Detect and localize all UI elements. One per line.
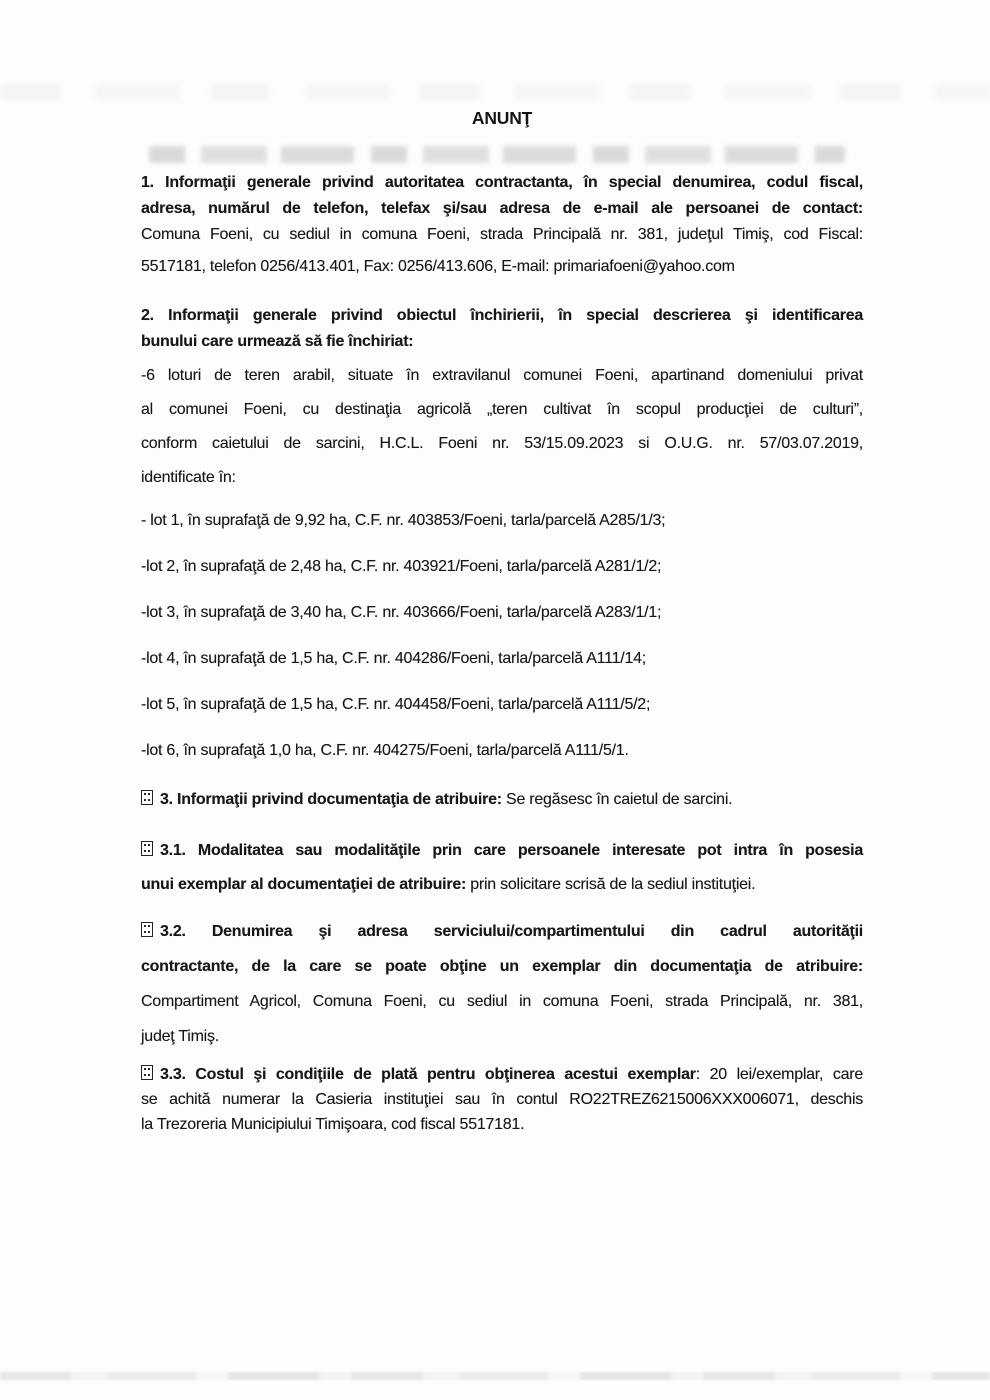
section-3-2 [141,914,863,1054]
section-3-3-text-line-1: : 20 lei/exemplar, care [695,1066,864,1083]
section-3 [141,787,863,813]
scan-edge-artifact [0,1372,990,1380]
lot-item-4 [141,646,863,672]
section-3-1 [141,834,863,902]
lot-item-1 [141,508,863,534]
scan-bleed-artifact [149,146,845,163]
section-2 [141,303,863,495]
missing-glyph-icon [141,841,153,856]
section-3-1-line-2 [141,868,863,902]
section-2-body-line-1: -6 loturi de teren arabil, situate în extravilanul comunei Foeni, apartinand domeniului privat [141,367,863,384]
lot-item-3 [141,600,863,626]
section-3-line [141,787,863,813]
section-3-2-heading-line-1: 3.2. Denumirea şi adresa serviciului/compartimentului din cadrul autorităţii [160,923,863,940]
lot-6-text: -lot 6, în suprafaţă 1,0 ha, C.F. nr. 404275/Foeni, tarla/parcelă A111/5/1. [141,742,629,759]
section-3-3-line-1 [141,1062,863,1087]
section-3-2-body-line-2: judeţ Timiş. [141,1028,219,1045]
section-3-2-body-line-1: Compartiment Agricol, Comuna Foeni, cu sediul in comuna Foeni, strada Principală, nr. 381, [141,993,863,1010]
lot-item-5 [141,692,863,718]
section-1-body-line-1: Comuna Foeni, cu sediul in comuna Foeni, strada Principală nr. 381, judeţul Timiş, cod Fiscal: [141,226,863,243]
lot-4-text: -lot 4, în suprafaţă de 1,5 ha, C.F. nr. 404286/Foeni, tarla/parcelă A111/14; [141,650,646,667]
section-3-1-text: prin solicitare scrisă de la sediul instituţiei. [466,876,756,893]
missing-glyph-icon [141,790,153,805]
missing-glyph-icon [141,922,153,937]
section-3-text: Se regăsesc în caietul de sarcini. [501,791,733,808]
section-3-2-line-1 [141,914,863,949]
section-1-body-line-2: 5517181, telefon 0256/413.401, Fax: 0256/413.606, E-mail: primariafoeni@yahoo.com [141,258,735,275]
section-2-body-line-2: al comunei Foeni, cu destinaţia agricolă „teren cultivat în scopul producţiei de culturi”, [141,401,863,418]
section-3-1-line-1 [141,834,863,868]
section-3-3-text-line-3: la Trezoreria Municipiului Timişoara, cod fiscal 5517181. [141,1116,525,1133]
section-3-1-heading-line-1: 3.1. Modalitatea sau modalităţile prin care persoanele interesate pot intra în posesia [160,842,863,859]
lot-item-2 [141,554,863,580]
section-3-2-heading-line-2: contractante, de la care se poate obţine un exemplar din documentaţia de atribuire: [141,958,863,975]
section-3-3 [141,1062,863,1137]
page-title: ANUNŢ [471,108,533,128]
section-1-heading-line-2: adresa, numărul de telefon, telefax şi/sau adresa de e-mail ale persoanei de contact: [141,200,863,217]
lot-item-6 [141,738,863,764]
lot-5-text: -lot 5, în suprafaţă de 1,5 ha, C.F. nr. 404458/Foeni, tarla/parcelă A111/5/2; [141,696,651,713]
section-2-body-line-4: identificate în: [141,469,236,486]
lot-2-text: -lot 2, în suprafaţă de 2,48 ha, C.F. nr. 403921/Foeni, tarla/parcelă A281/1/2; [141,558,662,575]
section-1 [141,170,863,280]
section-1-heading-line-1: 1. Informaţii generale privind autoritatea contractanta, în special denumirea, codul fiscal, [141,174,863,191]
scan-noise-artifact [0,84,990,100]
section-3-heading: 3. Informaţii privind documentaţia de atribuire: [160,791,502,808]
section-2-heading-line-2: bunului care urmează să fie închiriat: [141,333,414,350]
section-3-1-heading-line-2: unui exemplar al documentaţiei de atribuire: [141,876,467,893]
lot-1-text: - lot 1, în suprafaţă de 9,92 ha, C.F. nr. 403853/Foeni, tarla/parcelă A285/1/3; [141,512,666,529]
lot-3-text: -lot 3, în suprafaţă de 3,40 ha, C.F. nr. 403666/Foeni, tarla/parcelă A283/1/1; [141,604,662,621]
section-2-body-line-3: conform caietului de sarcini, H.C.L. Foeni nr. 53/15.09.2023 si O.U.G. nr. 57/03.07.2019, [141,435,863,452]
missing-glyph-icon [141,1065,153,1080]
section-3-3-heading: 3.3. Costul şi condiţiile de plată pentru obţinerea acestui exemplar [160,1066,696,1083]
section-3-3-text-line-2: se achită numerar la Casieria instituţiei sau în contul RO22TREZ6215006XXX006071, deschis [141,1091,863,1108]
section-2-heading-line-1: 2. Informaţii generale privind obiectul închirierii, în special descrierea şi identificarea [141,307,863,324]
